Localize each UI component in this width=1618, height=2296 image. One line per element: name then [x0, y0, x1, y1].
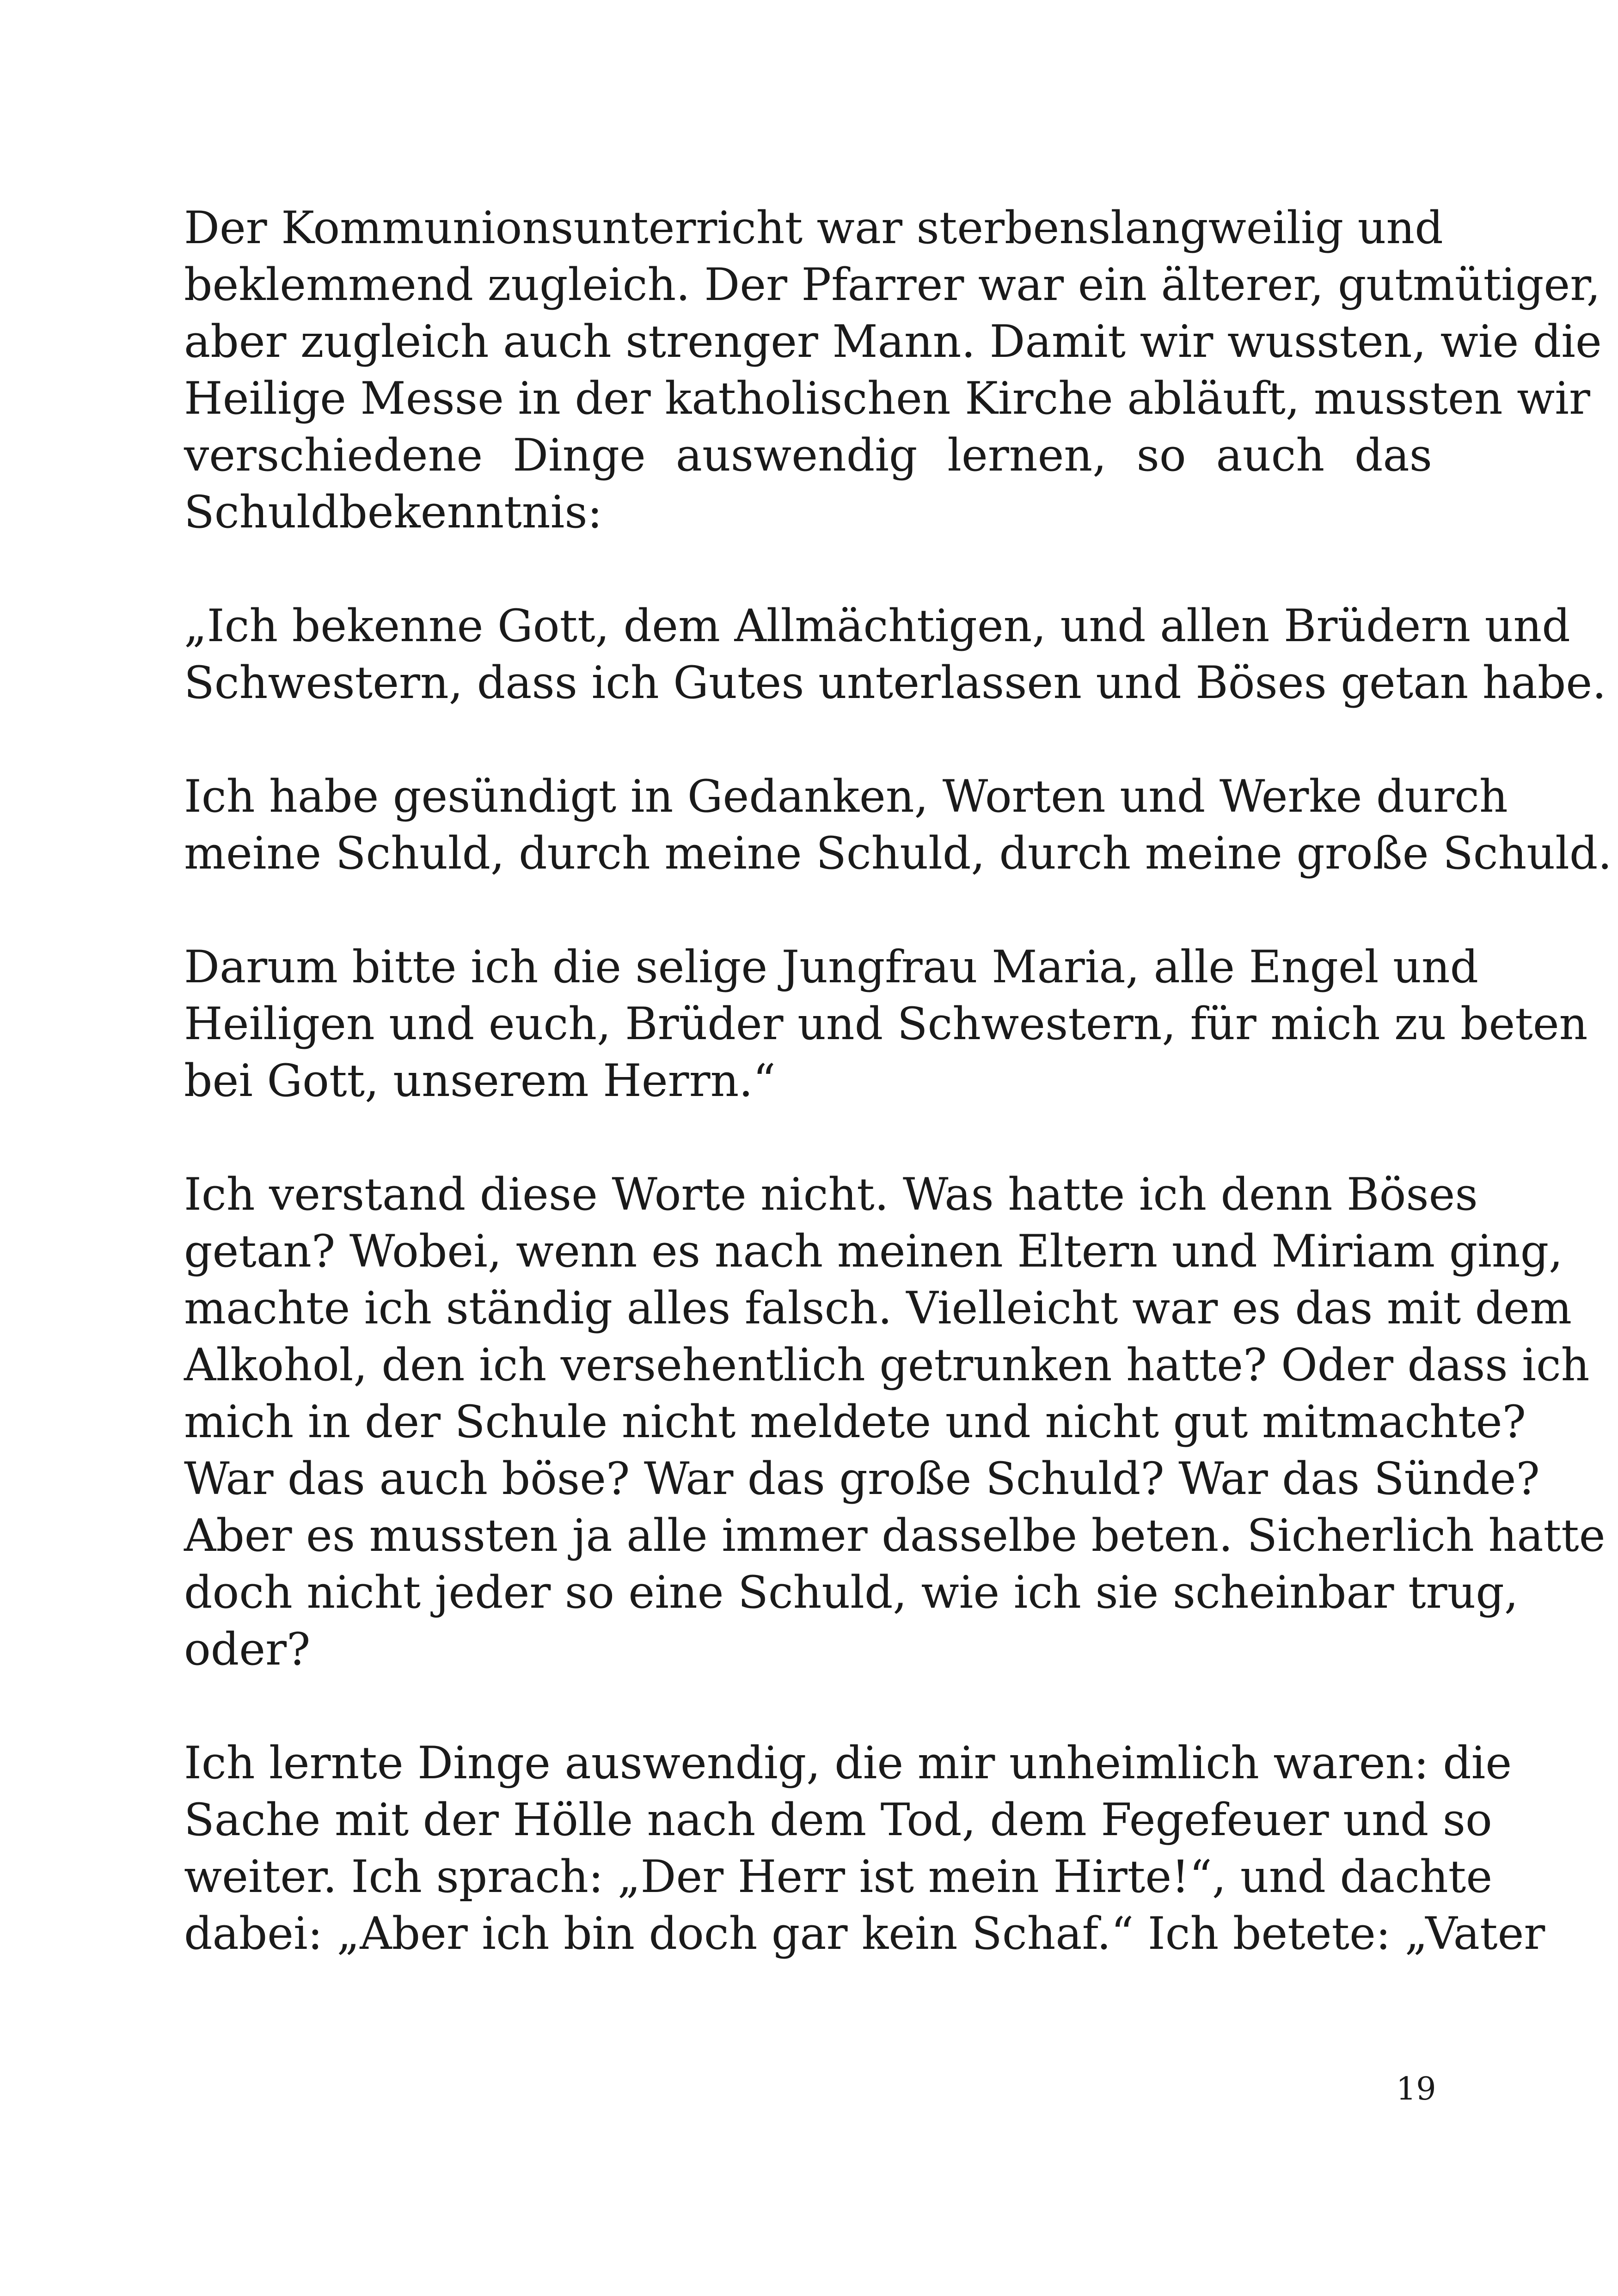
text-line: Ich lernte Dinge auswendig, die mir unheimlich waren: die: [184, 1737, 1512, 1789]
text-line: Schwestern, dass ich Gutes unterlassen und Böses getan habe.: [184, 657, 1606, 709]
paragraph-communion-class: [184, 200, 1602, 541]
paragraph-confession-3: [184, 939, 1588, 1109]
text-line: Heilige Messe in der katholischen Kirche abläuft, mussten wir: [184, 373, 1590, 424]
text-line: beklemmend zugleich. Der Pfarrer war ein älterer, gutmütiger,: [184, 259, 1601, 311]
text-line: Ich habe gesündigt in Gedanken, Worten und Werke durch: [184, 771, 1508, 822]
text-line: doch nicht jeder so eine Schuld, wie ich sie scheinbar trug,: [184, 1567, 1519, 1618]
text-line: bei Gott, unserem Herrn.“: [184, 1055, 776, 1107]
paragraph-learning: [184, 1735, 1545, 1962]
paragraph-reflection: [184, 1166, 1606, 1678]
text-line: getan? Wobei, wenn es nach meinen Eltern und Miriam ging,: [184, 1225, 1563, 1277]
text-line: War das auch böse? War das große Schuld? War das Sünde?: [184, 1453, 1540, 1505]
text-line: oder?: [184, 1623, 311, 1675]
text-line: Der Kommunionsunterricht war sterbenslangweilig und: [184, 202, 1443, 254]
text-line: Heiligen und euch, Brüder und Schwestern, für mich zu beten: [184, 998, 1588, 1050]
body-text: [184, 200, 1612, 2019]
text-line: aber zugleich auch strenger Mann. Damit wir wussten, wie die: [184, 316, 1602, 367]
text-line: Schuldbekenntnis:: [184, 486, 602, 538]
text-line: meine Schuld, durch meine Schuld, durch meine große Schuld.: [184, 827, 1612, 879]
text-line: Aber es mussten ja alle immer dasselbe beten. Sicherlich hatte: [184, 1510, 1606, 1561]
paragraph-confession-2: [184, 768, 1612, 882]
text-line: „Ich bekenne Gott, dem Allmächtigen, und allen Brüdern und: [184, 600, 1570, 652]
text-line: machte ich ständig alles falsch. Vielleicht war es das mit dem: [184, 1282, 1572, 1334]
text-line: mich in der Schule nicht meldete und nicht gut mitmachte?: [184, 1396, 1526, 1448]
paragraph-confession-1: [184, 598, 1606, 711]
text-line: Ich verstand diese Worte nicht. Was hatte ich denn Böses: [184, 1169, 1478, 1220]
text-line: verschiedene Dinge auswendig lernen, so auch das: [184, 429, 1432, 481]
text-line: Darum bitte ich die selige Jungfrau Maria, alle Engel und: [184, 941, 1479, 993]
text-line: Alkohol, den ich versehentlich getrunken hatte? Oder dass ich: [184, 1339, 1590, 1391]
text-line: Sache mit der Hölle nach dem Tod, dem Fegefeuer und so: [184, 1794, 1492, 1846]
text-line: weiter. Ich sprach: „Der Herr ist mein Hirte!“, und dachte: [184, 1851, 1493, 1903]
page-number: 19: [1396, 2071, 1436, 2107]
text-line: dabei: „Aber ich bin doch gar kein Schaf.“ Ich betete: „Vater: [184, 1908, 1545, 1959]
